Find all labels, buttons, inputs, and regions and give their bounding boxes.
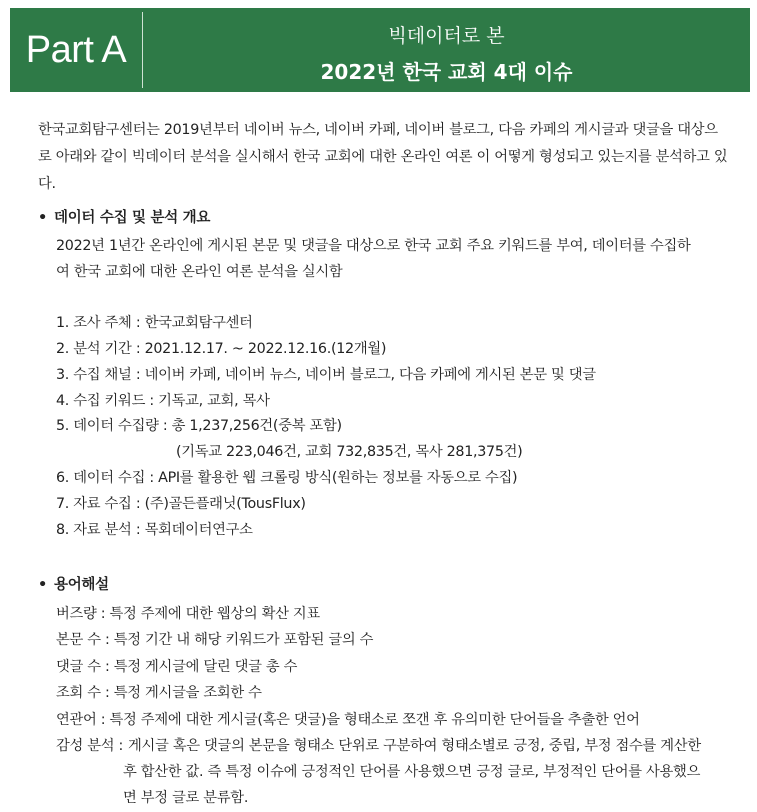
bullet-dot: • [38,577,47,593]
sentiment-line: 면 부정 글로 분류함. [123,790,249,806]
part-label: Part A [25,28,127,71]
list-item: 8. 자료 분석 : 목회데이터연구소 [56,522,253,538]
term-item: 버즈량 : 특정 주제에 대한 웹상의 확산 지표 [56,606,320,622]
list-item: 6. 데이터 수집 : API를 활용한 웹 크롤링 방식(원하는 정보를 자동으로 수집) [56,470,518,486]
header-titles [143,8,750,92]
section2-heading-text: 용어해설 [54,577,109,593]
sentiment-line: 후 합산한 값. 즉 특정 이슈에 긍정적인 단어를 사용했으면 긍정 글로, 부정적인 단어를 사용했으 [123,764,701,780]
list-item: 3. 수집 채널 : 네이버 카페, 네이버 뉴스, 네이버 블로그, 다음 카페에 게시된 본문 및 댓글 [56,367,596,383]
section1-heading-text: 데이터 수집 및 분석 개요 [54,210,211,226]
section1-desc-line2: 여 한국 교회에 대한 온라인 여론 분석을 실시함 [56,264,343,280]
section1-desc-line1: 2022년 1년간 온라인에 게시된 본문 및 댓글을 대상으로 한국 교회 주요 키워드를 부여, 데이터를 수집하 [56,238,691,254]
list-item: 7. 자료 수집 : (주)골든플래닛(TousFlux) [56,496,306,512]
term-item: 조회 수 : 특정 게시글을 조회한 수 [56,685,262,701]
list-item: 4. 수집 키워드 : 기독교, 교회, 목사 [56,393,270,409]
intro-paragraph: 한국교회탐구센터는 2019년부터 네이버 뉴스, 네이버 카페, 네이버 블로그, 다음 카페의 게시글과 댓글을 대상으로 아래와 같이 빅데이터 분석을 실시해서 한국 교회에 대한 온라인 여론 이 어떻게 형성되고 있는지를 분석하고 있다. [38,122,728,192]
term-item: 댓글 수 : 특정 게시글에 달린 댓글 총 수 [56,659,298,675]
header-subtitle: 빅데이터로 본 [388,25,505,47]
section-header [10,8,750,92]
list-item: 5. 데이터 수집량 : 총 1,237,256건(중복 포함) [56,418,342,434]
list-item-continuation: (기독교 223,046건, 교회 732,835건, 목사 281,375건) [176,444,523,460]
list-item: 1. 조사 주체 : 한국교회탐구센터 [56,315,253,331]
section2-heading [38,573,109,594]
term-item: 본문 수 : 특정 기간 내 해당 키워드가 포함된 글의 수 [56,632,374,648]
list-item: 2. 분석 기간 : 2021.12.17. ~ 2022.12.16.(12개월) [56,341,387,357]
section1-heading [38,206,210,227]
bullet-dot: • [38,210,47,226]
term-item: 연관어 : 특정 주제에 대한 게시글(혹은 댓글)을 형태소로 쪼갠 후 유의미한 단어들을 추출한 언어 [56,712,640,728]
sentiment-line: 게시글 혹은 댓글의 본문을 형태소 단위로 구분하여 형태소별로 긍정, 중립, 부정 점수를 계산한 [128,738,701,754]
sentiment-label: 감성 분석 : [56,738,124,754]
header-title: 2022년 한국 교회 4대 이슈 [320,60,573,84]
